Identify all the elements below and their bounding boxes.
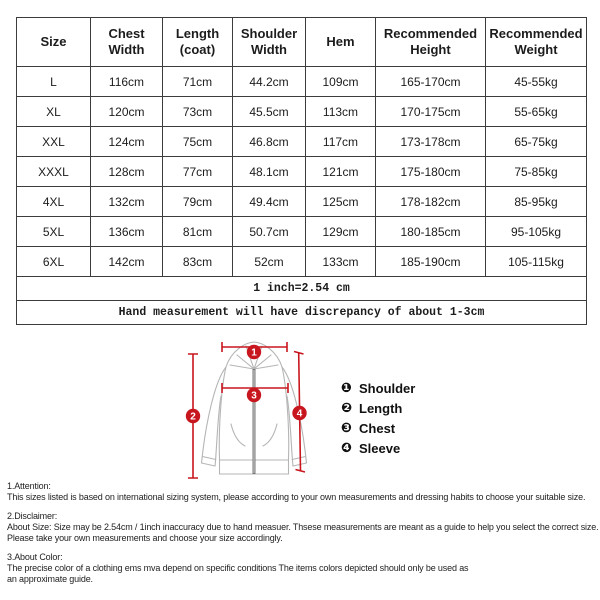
marker-4-sleeve: 4 <box>296 408 303 420</box>
note-disclaimer <box>7 511 599 544</box>
table-footnote-row <box>17 301 587 325</box>
cell-hem: 133cm <box>306 247 376 277</box>
legend-item-sleeve <box>341 438 415 458</box>
cell-height: 175-180cm <box>376 157 486 187</box>
marker-3-chest: 3 <box>251 390 257 402</box>
circled-3-icon: ❸ <box>341 420 353 436</box>
cell-length: 81cm <box>163 217 233 247</box>
cell-height: 185-190cm <box>376 247 486 277</box>
cell-weight: 85-95kg <box>486 187 587 217</box>
cell-hem: 129cm <box>306 217 376 247</box>
cell-length: 83cm <box>163 247 233 277</box>
marker-1-shoulder: 1 <box>251 347 257 359</box>
legend-item-length <box>341 398 415 418</box>
cell-chest: 120cm <box>91 97 163 127</box>
cell-shoulder: 48.1cm <box>233 157 306 187</box>
cell-weight: 55-65kg <box>486 97 587 127</box>
cell-chest: 142cm <box>91 247 163 277</box>
table-row <box>17 67 587 97</box>
legend-item-shoulder <box>341 378 415 398</box>
cell-shoulder: 49.4cm <box>233 187 306 217</box>
note-line: an approximate guide. <box>7 574 93 584</box>
cell-chest: 132cm <box>91 187 163 217</box>
measurement-discrepancy-note: Hand measurement will have discrepancy of about 1-3cm <box>17 301 587 325</box>
header-hem: Hem <box>306 18 376 67</box>
header-length-coat: Length (coat) <box>163 18 233 67</box>
cell-height: 173-178cm <box>376 127 486 157</box>
header-recommended-height: Recommended Height <box>376 18 486 67</box>
legend-item-chest <box>341 418 415 438</box>
table-row <box>17 127 587 157</box>
cell-height: 170-175cm <box>376 97 486 127</box>
cell-height: 165-170cm <box>376 67 486 97</box>
table-footnote-row <box>17 277 587 301</box>
cell-size: XXXL <box>17 157 91 187</box>
cell-weight: 65-75kg <box>486 127 587 157</box>
cell-hem: 125cm <box>306 187 376 217</box>
cell-size: L <box>17 67 91 97</box>
header-recommended-weight: Recommended Weight <box>486 18 587 67</box>
cell-length: 79cm <box>163 187 233 217</box>
cell-shoulder: 44.2cm <box>233 67 306 97</box>
circled-1-icon: ❶ <box>341 380 353 396</box>
cell-shoulder: 45.5cm <box>233 97 306 127</box>
note-line: Please take your own measurements and choose your size accordingly. <box>7 533 283 543</box>
cell-size: XL <box>17 97 91 127</box>
cell-chest: 128cm <box>91 157 163 187</box>
legend-label: Length <box>359 400 403 416</box>
measurement-diagram <box>0 336 600 486</box>
cell-chest: 136cm <box>91 217 163 247</box>
legend-label: Sleeve <box>359 440 401 456</box>
cell-length: 71cm <box>163 67 233 97</box>
note-about-color <box>7 552 599 585</box>
cell-length: 73cm <box>163 97 233 127</box>
size-chart-table <box>16 17 587 325</box>
note-attention <box>7 481 599 503</box>
cell-weight: 105-115kg <box>486 247 587 277</box>
marker-2-length: 2 <box>190 411 196 423</box>
note-line: About Size: Size may be 2.54cm / 1inch inaccuracy due to hand measuer. Thsese measurements are meant as a guide to help you select the correct size. <box>7 522 599 532</box>
cell-hem: 121cm <box>306 157 376 187</box>
cell-weight: 95-105kg <box>486 217 587 247</box>
cell-hem: 117cm <box>306 127 376 157</box>
legend-label: Shoulder <box>359 380 416 396</box>
note-title: 2.Disclaimer: <box>7 511 58 521</box>
cell-size: 4XL <box>17 187 91 217</box>
cell-weight: 75-85kg <box>486 157 587 187</box>
cell-size: 6XL <box>17 247 91 277</box>
cell-weight: 45-55kg <box>486 67 587 97</box>
diagram-legend <box>341 378 415 458</box>
cell-length: 75cm <box>163 127 233 157</box>
circled-2-icon: ❷ <box>341 400 353 416</box>
cell-shoulder: 46.8cm <box>233 127 306 157</box>
note-line: This sizes listed is based on international sizing system, please according to your own measurements and dressing habits to choose your suitable size. <box>7 492 586 502</box>
cell-height: 178-182cm <box>376 187 486 217</box>
note-title: 1.Attention: <box>7 481 51 491</box>
cell-height: 180-185cm <box>376 217 486 247</box>
inch-conversion-note: 1 inch=2.54 cm <box>17 277 587 301</box>
fine-print-notes <box>7 481 599 593</box>
legend-label: Chest <box>359 420 396 436</box>
header-shoulder-width: Shoulder Width <box>233 18 306 67</box>
note-title: 3.About Color: <box>7 552 63 562</box>
table-header-row <box>17 18 587 67</box>
cell-shoulder: 50.7cm <box>233 217 306 247</box>
table-row <box>17 247 587 277</box>
dimension-marker-numbers <box>190 348 303 423</box>
cell-shoulder: 52cm <box>233 247 306 277</box>
header-chest-width: Chest Width <box>91 18 163 67</box>
cell-length: 77cm <box>163 157 233 187</box>
cell-size: XXL <box>17 127 91 157</box>
cell-hem: 113cm <box>306 97 376 127</box>
circled-4-icon: ❹ <box>341 440 353 456</box>
table-row <box>17 217 587 247</box>
cell-chest: 124cm <box>91 127 163 157</box>
cell-chest: 116cm <box>91 67 163 97</box>
cell-size: 5XL <box>17 217 91 247</box>
table-row <box>17 157 587 187</box>
jacket-diagram-icon <box>180 336 315 486</box>
table-row <box>17 187 587 217</box>
cell-hem: 109cm <box>306 67 376 97</box>
header-size: Size <box>17 18 91 67</box>
table-row <box>17 97 587 127</box>
note-line: The precise color of a clothing ems mva depend on specific conditions The items colors depicted should only be used as <box>7 563 469 573</box>
